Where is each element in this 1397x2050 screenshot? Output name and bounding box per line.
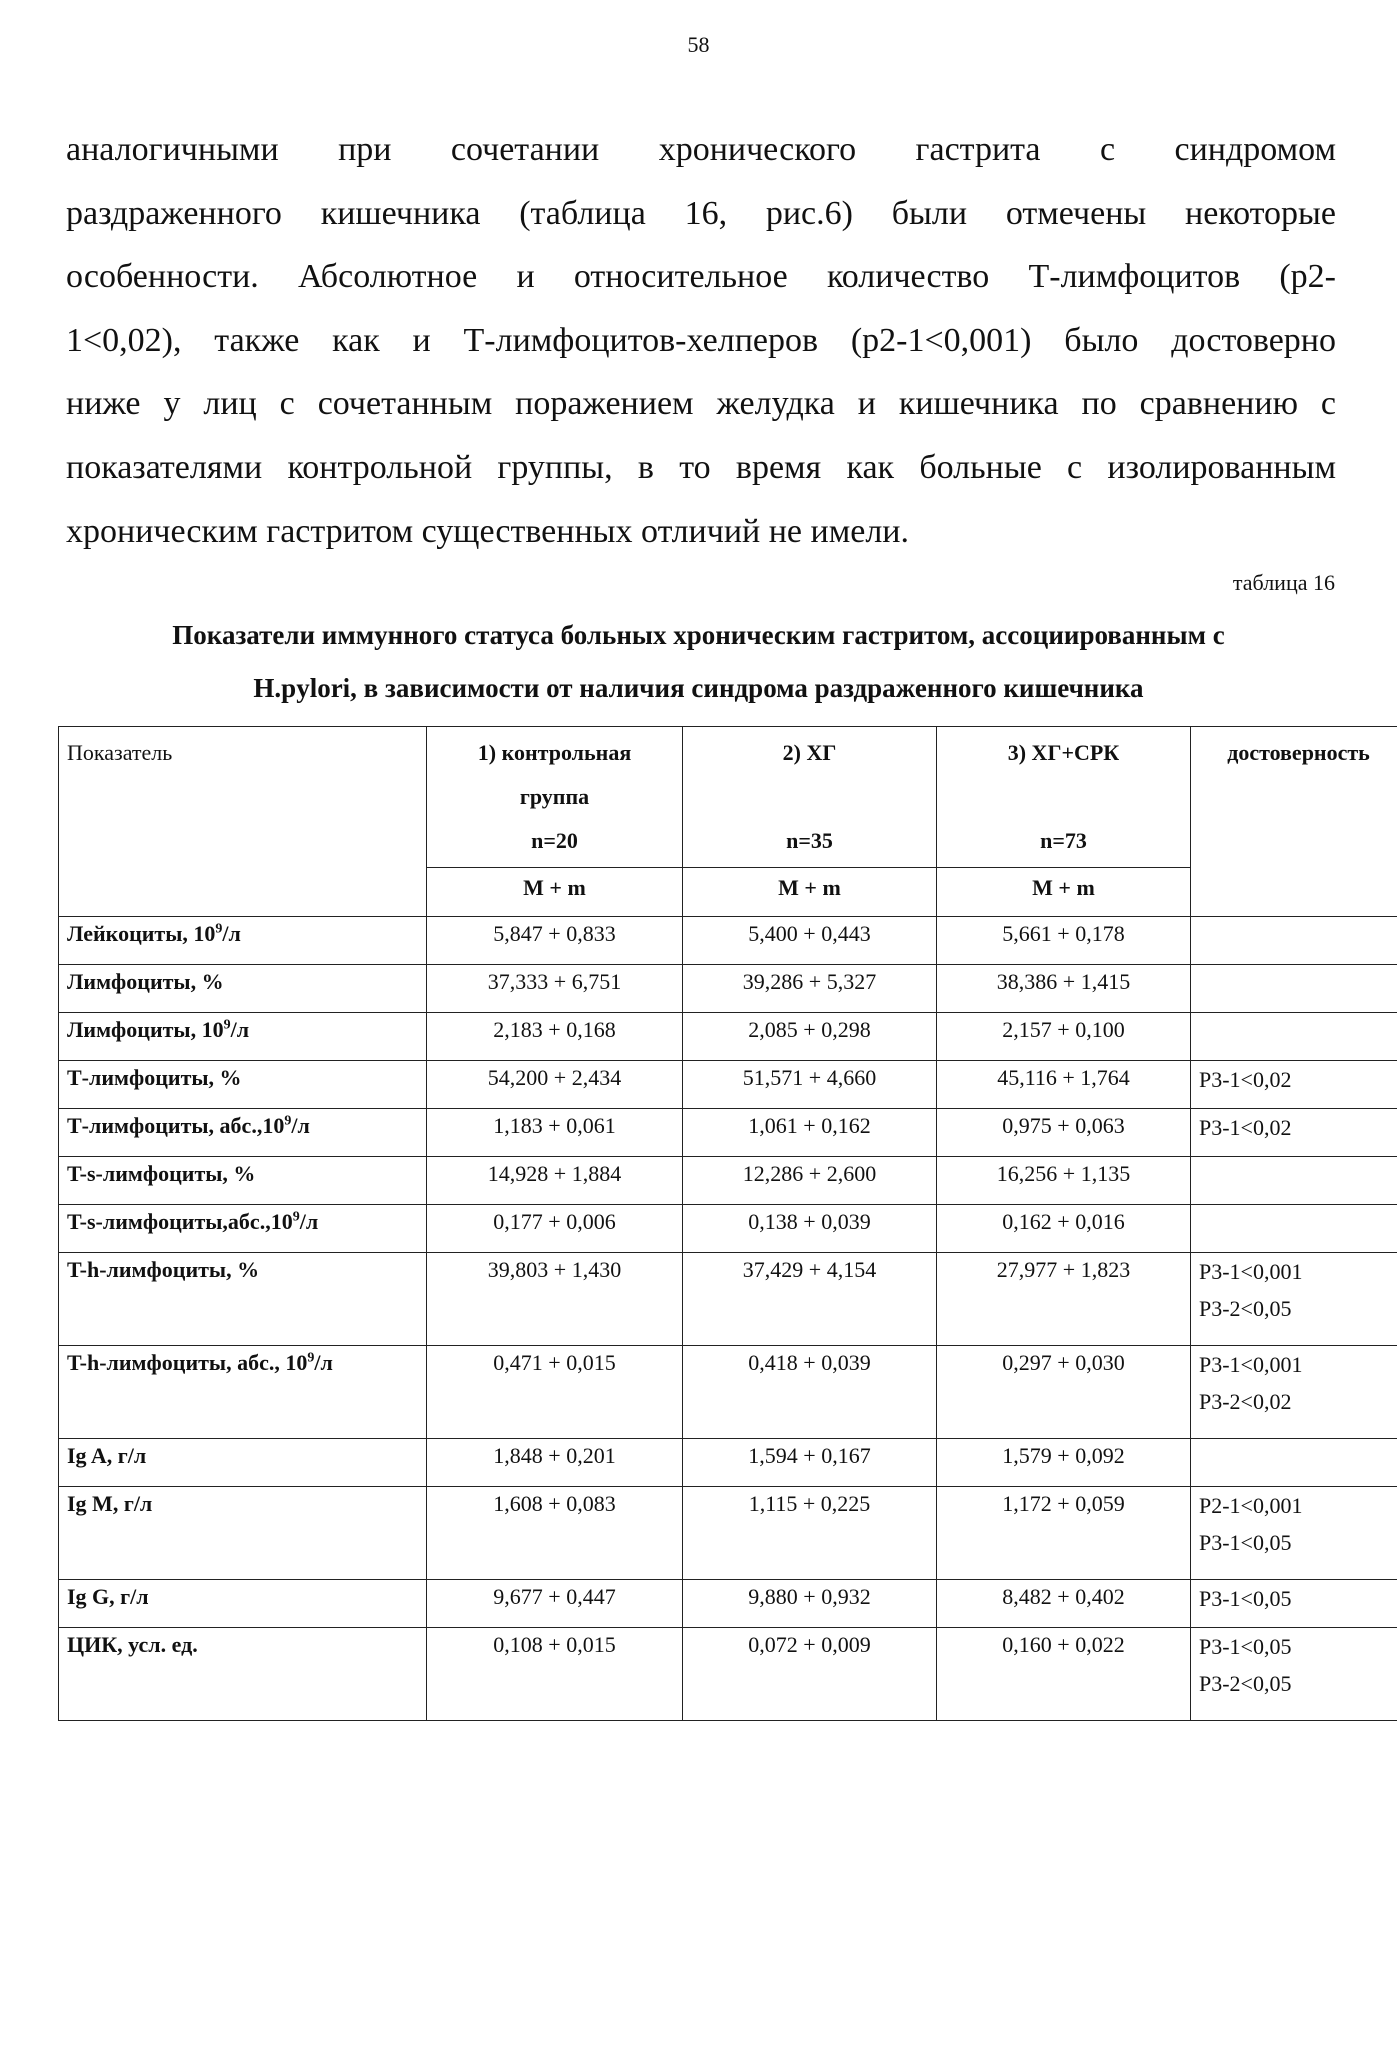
header-group-1-line1: 1) контрольная xyxy=(477,740,632,765)
cell-group-1: 1,608 + 0,083 xyxy=(427,1487,683,1580)
table-title-line-1: Показатели иммунного статуса больных хроническим гастритом, ассоциированным с xyxy=(172,620,1225,650)
cell-group-3: 8,482 + 0,402 xyxy=(937,1580,1191,1628)
cell-significance xyxy=(1191,1580,1397,1628)
paragraph-line: 1<0,02), также как и Т-лимфоцитов-хелперов (р2-1<0,001) было достоверно xyxy=(66,321,1336,359)
header-group-1-line2: группа xyxy=(519,784,590,809)
cell-significance xyxy=(1191,1487,1397,1580)
header-stat-1: M + m xyxy=(427,868,683,917)
row-label-text: Т-лимфоциты, % xyxy=(67,1065,242,1090)
cell-group-2: 1,115 + 0,225 xyxy=(683,1487,937,1580)
cell-significance xyxy=(1191,1061,1397,1109)
paragraph-line: особенности. Абсолютное и относительное количество Т-лимфоцитов (р2- xyxy=(66,258,1336,296)
row-label-unit: /л xyxy=(299,1209,319,1234)
cell-group-3: 1,579 + 0,092 xyxy=(937,1439,1191,1487)
cell-group-3: 38,386 + 1,415 xyxy=(937,965,1191,1013)
paragraph-line: хроническим гастритом существенных отличий не имели. xyxy=(66,512,909,550)
cell-group-3: 0,975 + 0,063 xyxy=(937,1109,1191,1157)
table-title-line-2: H.pylori, в зависимости от наличия синдрома раздраженного кишечника xyxy=(253,673,1144,703)
table-body xyxy=(59,917,1397,1721)
row-label xyxy=(59,965,427,1013)
cell-significance xyxy=(1191,1439,1397,1487)
cell-group-1: 39,803 + 1,430 xyxy=(427,1253,683,1346)
header-group-1-n: n=20 xyxy=(531,828,578,853)
header-indicator: Показатель xyxy=(59,727,427,917)
cell-group-1: 54,200 + 2,434 xyxy=(427,1061,683,1109)
row-label xyxy=(59,1487,427,1580)
table-row xyxy=(59,1013,1397,1061)
paragraph-line: показателями контрольной группы, в то время как больные с изолированным xyxy=(66,448,1336,486)
cell-significance xyxy=(1191,1205,1397,1253)
table-row xyxy=(59,1157,1397,1205)
row-label-text: Лейкоциты, 10 xyxy=(67,921,216,946)
cell-group-2: 0,138 + 0,039 xyxy=(683,1205,937,1253)
table-row xyxy=(59,1487,1397,1580)
cell-group-1: 5,847 + 0,833 xyxy=(427,917,683,965)
cell-group-2: 9,880 + 0,932 xyxy=(683,1580,937,1628)
significance-value: P2-1<0,001 xyxy=(1199,1493,1303,1518)
row-label-sup: 9 xyxy=(215,921,223,937)
cell-significance xyxy=(1191,1013,1397,1061)
table-row xyxy=(59,965,1397,1013)
cell-group-2: 39,286 + 5,327 xyxy=(683,965,937,1013)
row-label-unit: /л xyxy=(222,921,241,946)
significance-value: P3-1<0,05 xyxy=(1199,1586,1292,1611)
significance-value: P3-1<0,05 xyxy=(1199,1634,1292,1659)
row-label-text: Ig M, г/л xyxy=(67,1491,153,1516)
cell-group-3: 0,160 + 0,022 xyxy=(937,1628,1191,1721)
significance-value: P3-1<0,001 xyxy=(1199,1259,1303,1284)
row-label xyxy=(59,1061,427,1109)
row-label xyxy=(59,1253,427,1346)
cell-group-1: 2,183 + 0,168 xyxy=(427,1013,683,1061)
cell-group-3: 2,157 + 0,100 xyxy=(937,1013,1191,1061)
page-number: 58 xyxy=(687,32,710,57)
cell-group-2: 0,072 + 0,009 xyxy=(683,1628,937,1721)
cell-group-1: 0,177 + 0,006 xyxy=(427,1205,683,1253)
cell-group-2: 1,594 + 0,167 xyxy=(683,1439,937,1487)
cell-significance xyxy=(1191,1109,1397,1157)
row-label-text: T-s-лимфоциты,абс.,10 xyxy=(67,1209,293,1234)
row-label-unit: /л xyxy=(314,1350,333,1375)
cell-group-2: 12,286 + 2,600 xyxy=(683,1157,937,1205)
row-label xyxy=(59,1346,427,1439)
row-label-unit: /л xyxy=(291,1113,310,1138)
significance-value: P3-2<0,05 xyxy=(1199,1296,1292,1321)
row-label xyxy=(59,1580,427,1628)
table-row xyxy=(59,1439,1397,1487)
cell-group-1: 0,108 + 0,015 xyxy=(427,1628,683,1721)
row-label-sup: 9 xyxy=(284,1113,292,1129)
header-group-1 xyxy=(427,727,683,868)
header-group-2-line1: 2) ХГ xyxy=(782,740,837,765)
cell-significance xyxy=(1191,965,1397,1013)
cell-group-2: 2,085 + 0,298 xyxy=(683,1013,937,1061)
body-paragraph xyxy=(66,118,1336,563)
cell-group-3: 0,297 + 0,030 xyxy=(937,1346,1191,1439)
table-row xyxy=(59,1346,1397,1439)
cell-group-3: 16,256 + 1,135 xyxy=(937,1157,1191,1205)
cell-group-3: 27,977 + 1,823 xyxy=(937,1253,1191,1346)
cell-significance xyxy=(1191,917,1397,965)
row-label-text: Ig A, г/л xyxy=(67,1443,147,1468)
row-label-text: T-h-лимфоциты, абс., 10 xyxy=(67,1350,308,1375)
cell-significance xyxy=(1191,1346,1397,1439)
significance-value: P3-2<0,05 xyxy=(1199,1671,1292,1696)
significance-value: P3-1<0,02 xyxy=(1199,1067,1292,1092)
row-label-sup: 9 xyxy=(292,1209,300,1225)
cell-group-1: 37,333 + 6,751 xyxy=(427,965,683,1013)
cell-significance xyxy=(1191,1628,1397,1721)
table-row xyxy=(59,1205,1397,1253)
row-label-text: Лимфоциты, 10 xyxy=(67,1017,224,1042)
significance-value: P3-1<0,001 xyxy=(1199,1352,1303,1377)
table-row xyxy=(59,1580,1397,1628)
row-label-text: Ig G, г/л xyxy=(67,1584,149,1609)
table-row xyxy=(59,1628,1397,1721)
paragraph-line: ниже у лиц с сочетанным поражением желудка и кишечника по сравнению с xyxy=(66,385,1336,423)
row-label xyxy=(59,1013,427,1061)
table-row xyxy=(59,1061,1397,1109)
table-caption: таблица 16 xyxy=(1232,570,1335,595)
row-label-text: T-s-лимфоциты, % xyxy=(67,1161,256,1186)
cell-group-1: 14,928 + 1,884 xyxy=(427,1157,683,1205)
significance-value: P3-2<0,02 xyxy=(1199,1389,1292,1414)
cell-group-1: 0,471 + 0,015 xyxy=(427,1346,683,1439)
cell-group-3: 0,162 + 0,016 xyxy=(937,1205,1191,1253)
header-group-2 xyxy=(683,727,937,868)
cell-group-3: 45,116 + 1,764 xyxy=(937,1061,1191,1109)
row-label-unit: /л xyxy=(230,1017,250,1042)
header-group-3-line1: 3) ХГ+СРК xyxy=(1007,740,1120,765)
row-label-sup: 9 xyxy=(223,1017,231,1033)
cell-group-2: 37,429 + 4,154 xyxy=(683,1253,937,1346)
header-stat-3: M + m xyxy=(937,868,1191,917)
row-label xyxy=(59,1439,427,1487)
row-label-sup: 9 xyxy=(307,1350,315,1366)
significance-value: P3-1<0,05 xyxy=(1199,1530,1292,1555)
header-stat-2: M + m xyxy=(683,868,937,917)
cell-group-1: 9,677 + 0,447 xyxy=(427,1580,683,1628)
row-label-text: ЦИК, усл. ед. xyxy=(67,1632,198,1657)
cell-group-2: 5,400 + 0,443 xyxy=(683,917,937,965)
cell-group-1: 1,183 + 0,061 xyxy=(427,1109,683,1157)
cell-group-2: 1,061 + 0,162 xyxy=(683,1109,937,1157)
row-label xyxy=(59,1109,427,1157)
cell-group-2: 0,418 + 0,039 xyxy=(683,1346,937,1439)
cell-group-2: 51,571 + 4,660 xyxy=(683,1061,937,1109)
header-group-2-n: n=35 xyxy=(786,828,833,853)
immune-status-table xyxy=(58,726,1397,1721)
paragraph-line: аналогичными при сочетании хронического гастрита с синдромом xyxy=(66,131,1336,168)
row-label xyxy=(59,1628,427,1721)
significance-value: P3-1<0,02 xyxy=(1199,1115,1292,1140)
header-significance: достоверность xyxy=(1191,727,1397,917)
row-label-text: Лимфоциты, % xyxy=(67,969,224,994)
table-row xyxy=(59,1109,1397,1157)
table-row xyxy=(59,1253,1397,1346)
cell-significance xyxy=(1191,1157,1397,1205)
cell-group-3: 5,661 + 0,178 xyxy=(937,917,1191,965)
row-label xyxy=(59,1157,427,1205)
row-label xyxy=(59,1205,427,1253)
table-row xyxy=(59,917,1397,965)
cell-group-1: 1,848 + 0,201 xyxy=(427,1439,683,1487)
header-group-3-n: n=73 xyxy=(1040,828,1087,853)
row-label-text: T-h-лимфоциты, % xyxy=(67,1257,260,1282)
header-group-3 xyxy=(937,727,1191,868)
cell-group-3: 1,172 + 0,059 xyxy=(937,1487,1191,1580)
cell-significance xyxy=(1191,1253,1397,1346)
row-label xyxy=(59,917,427,965)
row-label-text: Т-лимфоциты, абс.,10 xyxy=(67,1113,285,1138)
paragraph-line: раздраженного кишечника (таблица 16, рис.6) были отмечены некоторые xyxy=(66,194,1336,232)
